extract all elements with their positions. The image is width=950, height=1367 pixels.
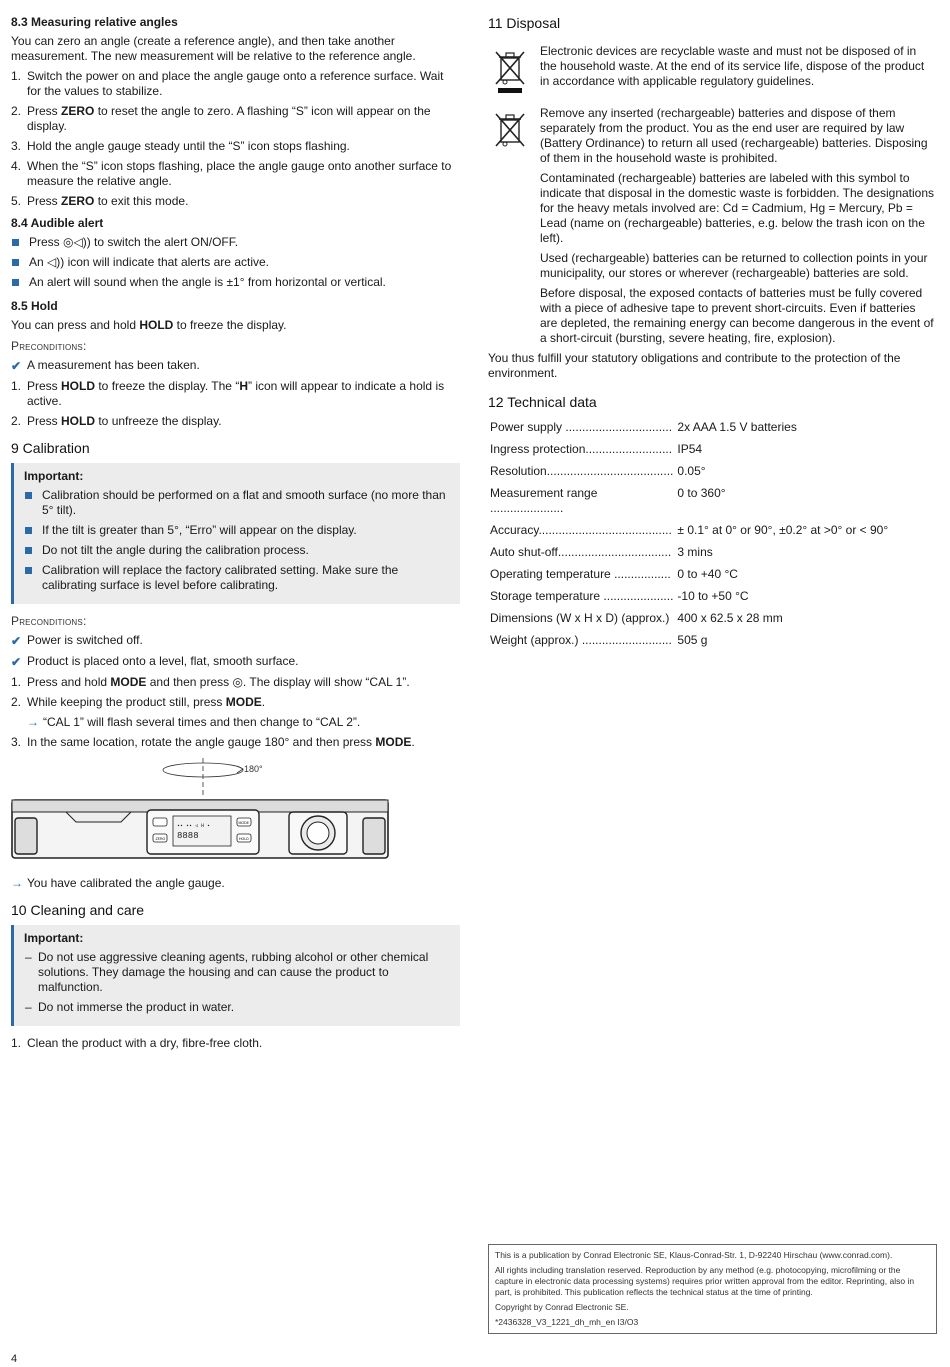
section-8-3-intro: You can zero an angle (create a reference angle), and then take another measurement. The new measurement will be relative to the reference angle. <box>11 34 416 63</box>
lcd-digits: 8888 <box>177 831 199 841</box>
bullet-text: If the tilt is greater than 5°, “Erro” will appear on the display. <box>42 523 357 537</box>
step-item <box>11 675 460 690</box>
bullet-item <box>11 235 460 250</box>
section-9-steps-continued <box>11 735 460 750</box>
step-text: ” icon will appear to indicate a hold is active. <box>27 379 445 408</box>
bullet-text: Press ◎◁)) to switch the alert ON/OFF. <box>29 235 239 249</box>
intro-key: HOLD <box>139 318 174 332</box>
spec-label: Measurement range ...................... <box>490 486 598 515</box>
bullet-item <box>11 255 460 270</box>
step-item <box>11 159 460 189</box>
publisher-imprint <box>488 1244 937 1334</box>
spec-value: 2x AAA 1.5 V batteries <box>677 420 797 434</box>
spec-value: -10 to +50 °C <box>677 589 749 603</box>
step-item <box>11 194 460 209</box>
square-bullet-icon <box>12 279 19 286</box>
table-row <box>488 461 934 483</box>
step-number: 2. <box>11 414 22 428</box>
intro-text: to freeze the display. <box>173 318 287 332</box>
checkmark-icon: ✔ <box>11 359 22 373</box>
square-bullet-icon <box>25 492 32 499</box>
section-8-5-intro <box>11 318 460 333</box>
step-number: 5. <box>11 194 22 208</box>
crossed-bin-icon <box>492 110 528 154</box>
calibration-important-box <box>11 463 460 604</box>
right-column <box>488 14 934 652</box>
bullet-item <box>24 543 452 558</box>
step-text: Press <box>27 194 62 208</box>
section-9-steps <box>11 675 460 710</box>
result-arrow-icon: → <box>27 715 39 729</box>
precondition-text: A measurement has been taken. <box>27 358 200 372</box>
imprint-code: *2436328_V3_1221_dh_mh_en I3/O3 <box>495 1317 639 1327</box>
bullet-item <box>24 523 452 538</box>
spec-value: 505 g <box>677 633 708 647</box>
step-key: HOLD <box>61 379 96 393</box>
dash-bullet-icon: – <box>25 950 32 964</box>
step-text: Press <box>27 414 62 428</box>
step-text: Clean the product with a dry, fibre-free cloth. <box>27 1036 263 1050</box>
precondition-text: Power is switched off. <box>27 633 143 647</box>
angle-gauge-illustration <box>11 758 391 868</box>
step-text: . <box>411 735 415 749</box>
step-2-result <box>27 715 460 730</box>
important-bullets <box>24 488 452 593</box>
spec-value: IP54 <box>677 442 703 456</box>
disposal-closing: You thus fulfill your statutory obligations and contribute to the protection of the environment. <box>488 351 901 380</box>
section-10-steps <box>11 1036 460 1051</box>
step-number: 3. <box>11 735 22 749</box>
step-text: to exit this mode. <box>94 194 189 208</box>
step-key: HOLD <box>61 414 96 428</box>
square-bullet-icon <box>25 527 32 534</box>
result-arrow-icon: → <box>11 876 23 890</box>
important-label: Important: <box>24 931 84 945</box>
checkmark-icon: ✔ <box>11 655 22 669</box>
precondition-item <box>11 654 460 669</box>
sound-button <box>153 818 167 826</box>
step-item <box>11 379 460 409</box>
imprint-publisher: This is a publication by Conrad Electronic SE, Klaus-Conrad-Str. 1, D-92240 Hirschau (www.conrad.com). <box>495 1250 893 1260</box>
section-12-title: 12 Technical data <box>488 394 597 410</box>
section-8-5-preconditions <box>11 358 460 373</box>
step-item <box>11 414 460 429</box>
result-text: You have calibrated the angle gauge. <box>27 876 225 890</box>
step-key: MODE <box>110 675 147 689</box>
dash-text: Do not use aggressive cleaning agents, rubbing alcohol or other chemical solutions. They damage the housing and can cause the product to malfunction. <box>38 950 429 994</box>
vial-center <box>307 822 329 844</box>
step-key: MODE <box>225 695 262 709</box>
step-text: to reset the angle to zero. A flashing “S” icon will appear on the display. <box>27 104 431 133</box>
imprint-rights: All rights including translation reserved. Reproduction by any method (e.g. photocopying, microfilming or the capture in electronic data processing systems) requires prior written approval from the editor. Reprinting, also in part, is prohibited. This publication reflects the technical status at the time of printing. <box>495 1265 915 1297</box>
square-bullet-icon <box>25 567 32 574</box>
step-text: Press <box>27 379 62 393</box>
gauge-end-cap-right <box>363 818 385 854</box>
step-number: 1. <box>11 379 22 393</box>
precondition-text: Product is placed onto a level, flat, smooth surface. <box>27 654 299 668</box>
disposal-text: Remove any inserted (rechargeable) batteries and dispose of them separately from the product. You as the end user are required by law (Battery Ordinance) to return all used (rechargeable) batteries. Disposing of them in the household waste is prohibited. <box>540 106 928 165</box>
step-text: Press <box>27 104 62 118</box>
table-row <box>488 630 934 652</box>
spec-value: 0 to 360° <box>677 486 726 500</box>
section-9-title: 9 Calibration <box>11 440 90 456</box>
bullet-item <box>24 488 452 518</box>
step-text: Hold the angle gauge steady until the “S” icon stops flashing. <box>27 139 350 153</box>
square-bullet-icon <box>12 259 19 266</box>
intro-text: You can press and hold <box>11 318 140 332</box>
bullet-text: Do not tilt the angle during the calibration process. <box>42 543 309 557</box>
imprint-copyright: Copyright by Conrad Electronic SE. <box>495 1302 629 1312</box>
crossed-bin-with-bar-icon <box>492 48 528 98</box>
cleaning-important-box <box>11 925 460 1026</box>
table-row <box>488 483 934 520</box>
disposal-batteries <box>488 106 934 346</box>
bullet-item <box>24 563 452 593</box>
step-item <box>11 139 460 154</box>
step-number: 4. <box>11 159 22 173</box>
step-number: 1. <box>11 1036 22 1050</box>
dash-item <box>24 950 452 995</box>
gauge-end-cap-left <box>15 818 37 854</box>
section-8-3-steps <box>11 69 460 209</box>
table-row <box>488 520 934 542</box>
bullet-text: Calibration will replace the factory calibrated setting. Make sure the calibrating surface is level before calibrating. <box>42 563 399 592</box>
disposal-text: Before disposal, the exposed contacts of batteries must be fully covered with a piece of adhesive tape to prevent short-circuits. Even if batteries are depleted, the remaining energy can become dangerous in the event of a short-circuit (bursting, severe heating, fire, explosion). <box>540 286 934 345</box>
step-text: While keeping the product still, press <box>27 695 226 709</box>
table-row <box>488 439 934 461</box>
spec-value: 400 x 62.5 x 28 mm <box>677 611 783 625</box>
step-text: In the same location, rotate the angle gauge 180° and then press <box>27 735 376 749</box>
square-bullet-icon <box>12 239 19 246</box>
bullet-item <box>11 275 460 290</box>
disposal-electronics <box>488 44 934 98</box>
important-label: Important: <box>24 469 84 483</box>
step-text: Press and hold <box>27 675 111 689</box>
dash-item <box>24 1000 452 1015</box>
step-key: H <box>239 379 248 393</box>
step-text: Switch the power on and place the angle gauge onto a reference surface. Wait for the values to stabilize. <box>27 69 444 98</box>
bullet-text: An ◁)) icon will indicate that alerts are active. <box>29 255 269 269</box>
section-8-5-title: 8.5 Hold <box>11 299 58 313</box>
calibration-result <box>11 876 460 891</box>
spec-label: Resolution...................................... <box>490 464 674 478</box>
section-8-3-title: 8.3 Measuring relative angles <box>11 15 178 29</box>
preconditions-label: Preconditions: <box>11 339 87 353</box>
step-item <box>11 104 460 134</box>
step-item <box>11 69 460 99</box>
step-key: ZERO <box>61 104 95 118</box>
important-dashes <box>24 950 452 1015</box>
step-text: to freeze the display. The “ <box>95 379 240 393</box>
step-number: 1. <box>11 675 22 689</box>
step-key: ZERO <box>61 194 95 208</box>
result-text: “CAL 1” will flash several times and then change to “CAL 2”. <box>43 715 361 729</box>
spec-value: ± 0.1° at 0° or 90°, ±0.2° at >0° or < 90° <box>677 523 889 537</box>
table-row <box>488 417 934 439</box>
zero-button-label: ZERO <box>155 837 166 841</box>
section-9-preconditions <box>11 633 460 669</box>
page-number: 4 <box>11 1353 18 1365</box>
step-item <box>11 1036 460 1051</box>
table-row <box>488 564 934 586</box>
table-row <box>488 586 934 608</box>
step-item <box>11 735 460 750</box>
section-8-5-steps <box>11 379 460 429</box>
spec-value: 0 to +40 °C <box>677 567 738 581</box>
disposal-text: Used (rechargeable) batteries can be returned to collection points in your municipality, our stores or wherever (rechargeable) batteries are sold. <box>540 251 928 280</box>
rotation-label: 180° <box>244 764 263 774</box>
spec-label: Ingress protection.......................... <box>490 442 673 456</box>
left-column <box>11 14 460 1056</box>
step-text: to unfreeze the display. <box>95 414 222 428</box>
spec-value: 0.05° <box>677 464 706 478</box>
precondition-item <box>11 358 460 373</box>
preconditions-label: Preconditions: <box>11 614 87 628</box>
step-number: 1. <box>11 69 22 83</box>
step-text: When the “S” icon stops flashing, place the angle gauge onto another surface to measure the relative angle. <box>27 159 452 188</box>
mode-button-label: MODE <box>238 821 249 825</box>
spec-label: Accuracy........................................ <box>490 523 672 537</box>
table-row <box>488 608 934 630</box>
spec-label: Operating temperature ................. <box>490 567 671 581</box>
step-text: . <box>261 695 266 709</box>
bullet-text: An alert will sound when the angle is ±1° from horizontal or vertical. <box>29 275 386 289</box>
checkmark-icon: ✔ <box>11 634 22 648</box>
bullet-text: Calibration should be performed on a flat and smooth surface (no more than 5° tilt). <box>42 488 446 517</box>
section-11-title: 11 Disposal <box>488 15 561 31</box>
step-key: MODE <box>375 735 412 749</box>
disposal-text: Electronic devices are recyclable waste and must not be disposed of in the household waste. At the end of its service life, dispose of the product in accordance with applicable regulatory guidelines. <box>540 44 925 88</box>
disposal-text: Contaminated (rechargeable) batteries are labeled with this symbol to indicate that disposal in the domestic waste is forbidden. The designations for the heavy metals involved are: Cd = Cadmium, Hg = Mercury, Pb = Lead (name on (rechargeable) batteries, e.g. below the trash icon on the left). <box>540 171 935 245</box>
hold-button-label: HOLD <box>239 837 249 841</box>
step-number: 2. <box>11 104 22 118</box>
angle-gauge-figure <box>11 758 391 868</box>
spec-label: Weight (approx.) ........................... <box>490 633 672 647</box>
technical-data-table <box>488 417 934 652</box>
spec-label: Auto shut-off.................................. <box>490 545 672 559</box>
dash-bullet-icon: – <box>25 1000 32 1014</box>
section-10-title: 10 Cleaning and care <box>11 902 145 918</box>
square-bullet-icon <box>25 547 32 554</box>
gauge-notch-left <box>66 812 131 822</box>
step-text: and then press ◎. The display will show “CAL 1”. <box>146 675 410 689</box>
spec-label: Storage temperature ..................... <box>490 589 674 603</box>
step-item <box>11 695 460 710</box>
precondition-item <box>11 633 460 648</box>
dash-text: Do not immerse the product in water. <box>38 1000 235 1014</box>
lcd-indicators: ▪▪ ▪▪ ◁ H ▪ <box>177 823 211 829</box>
step-number: 3. <box>11 139 22 153</box>
spec-label: Power supply ................................ <box>490 420 673 434</box>
spec-value: 3 mins <box>677 545 713 559</box>
section-8-4-bullets <box>11 235 460 290</box>
table-row <box>488 542 934 564</box>
spec-label: Dimensions (W x H x D) (approx.) <box>490 611 670 625</box>
section-8-4-title: 8.4 Audible alert <box>11 216 104 230</box>
step-number: 2. <box>11 695 22 709</box>
